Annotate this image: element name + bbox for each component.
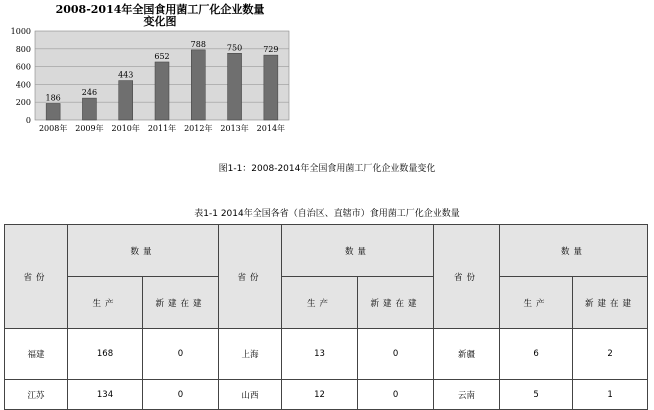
- bar-2012年: [191, 50, 205, 120]
- province-table: [4, 224, 648, 410]
- production-cell: 13: [282, 329, 358, 380]
- x-tick-label: 2013年: [220, 124, 249, 133]
- quantity-header-3: 数量: [500, 225, 648, 277]
- province-header-3: 省份: [434, 225, 500, 329]
- province-header-2: 省份: [219, 225, 282, 329]
- chart-title-line1: 2008-2014年全国食用菌工厂化企业数量: [55, 3, 265, 16]
- construction-header-1: 新建在建: [143, 277, 219, 329]
- data-label: 186: [45, 93, 61, 103]
- bar-chart: [0, 0, 300, 140]
- construction-header-2: 新建在建: [358, 277, 434, 329]
- production-header-3: 生产: [500, 277, 573, 329]
- x-axis-ticks: [39, 123, 285, 133]
- production-cell: 168: [68, 329, 143, 380]
- y-tick-label: 200: [15, 98, 31, 108]
- x-tick-label: 2009年: [75, 124, 104, 133]
- production-cell: 6: [500, 329, 573, 380]
- x-tick-label: 2010年: [111, 124, 140, 133]
- quantity-header-2: 数量: [282, 225, 434, 277]
- construction-cell: 2: [573, 329, 648, 380]
- x-tick-label: 2008年: [38, 124, 68, 133]
- data-label: 750: [226, 43, 243, 53]
- data-label: 652: [154, 51, 170, 61]
- bar-2008年: [46, 103, 60, 120]
- province-cell: 上海: [219, 329, 282, 380]
- province-cell: 山西: [219, 380, 282, 410]
- construction-cell: 0: [143, 380, 219, 410]
- bar-2014年: [264, 55, 278, 120]
- bar-2010年: [119, 81, 133, 120]
- table-header-row: [5, 225, 648, 277]
- province-cell: 云南: [434, 380, 500, 410]
- data-label: 443: [118, 70, 134, 80]
- bar-2011年: [155, 62, 169, 120]
- y-tick-label: 1000: [10, 27, 31, 36]
- y-tick-label: 800: [15, 44, 31, 54]
- data-label: 246: [81, 88, 98, 98]
- figure-caption: 图1-1：2008-2014年全国食用菌工厂化企业数量变化: [218, 164, 436, 174]
- x-tick-label: 2014年: [256, 124, 286, 133]
- production-cell: 12: [282, 380, 358, 410]
- construction-header-3: 新建在建: [573, 277, 648, 329]
- province-cell: 福建: [5, 329, 68, 380]
- y-axis-ticks: [11, 27, 31, 125]
- production-header-1: 生产: [68, 277, 143, 329]
- table-caption: 表1-1 2014年全国各省（自治区、直辖市）食用菌工厂化企业数量: [194, 209, 460, 219]
- production-cell: 5: [500, 380, 573, 410]
- province-cell: 江苏: [5, 380, 68, 410]
- y-tick-label: 600: [15, 62, 31, 72]
- table-row: [5, 329, 648, 380]
- construction-cell: 0: [143, 329, 219, 380]
- y-tick-label: 400: [15, 80, 31, 90]
- data-label: 788: [190, 39, 206, 49]
- province-header-1: 省份: [5, 225, 68, 329]
- x-tick-label: 2012年: [184, 124, 213, 133]
- bar-2013年: [228, 53, 242, 120]
- table-subheader-row: [5, 277, 648, 329]
- construction-cell: 0: [358, 329, 434, 380]
- x-tick-label: 2011年: [147, 124, 177, 133]
- production-cell: 134: [68, 380, 143, 410]
- chart-title-line2: 变化图: [143, 15, 177, 28]
- province-cell: 新疆: [434, 329, 500, 380]
- construction-cell: 0: [358, 380, 434, 410]
- production-header-2: 生产: [282, 277, 358, 329]
- data-label: 729: [263, 45, 279, 55]
- quantity-header-1: 数量: [68, 225, 219, 277]
- y-tick-label: 0: [25, 116, 31, 125]
- table-row: [5, 380, 648, 410]
- construction-cell: 1: [573, 380, 648, 410]
- bar-2009年: [82, 98, 96, 120]
